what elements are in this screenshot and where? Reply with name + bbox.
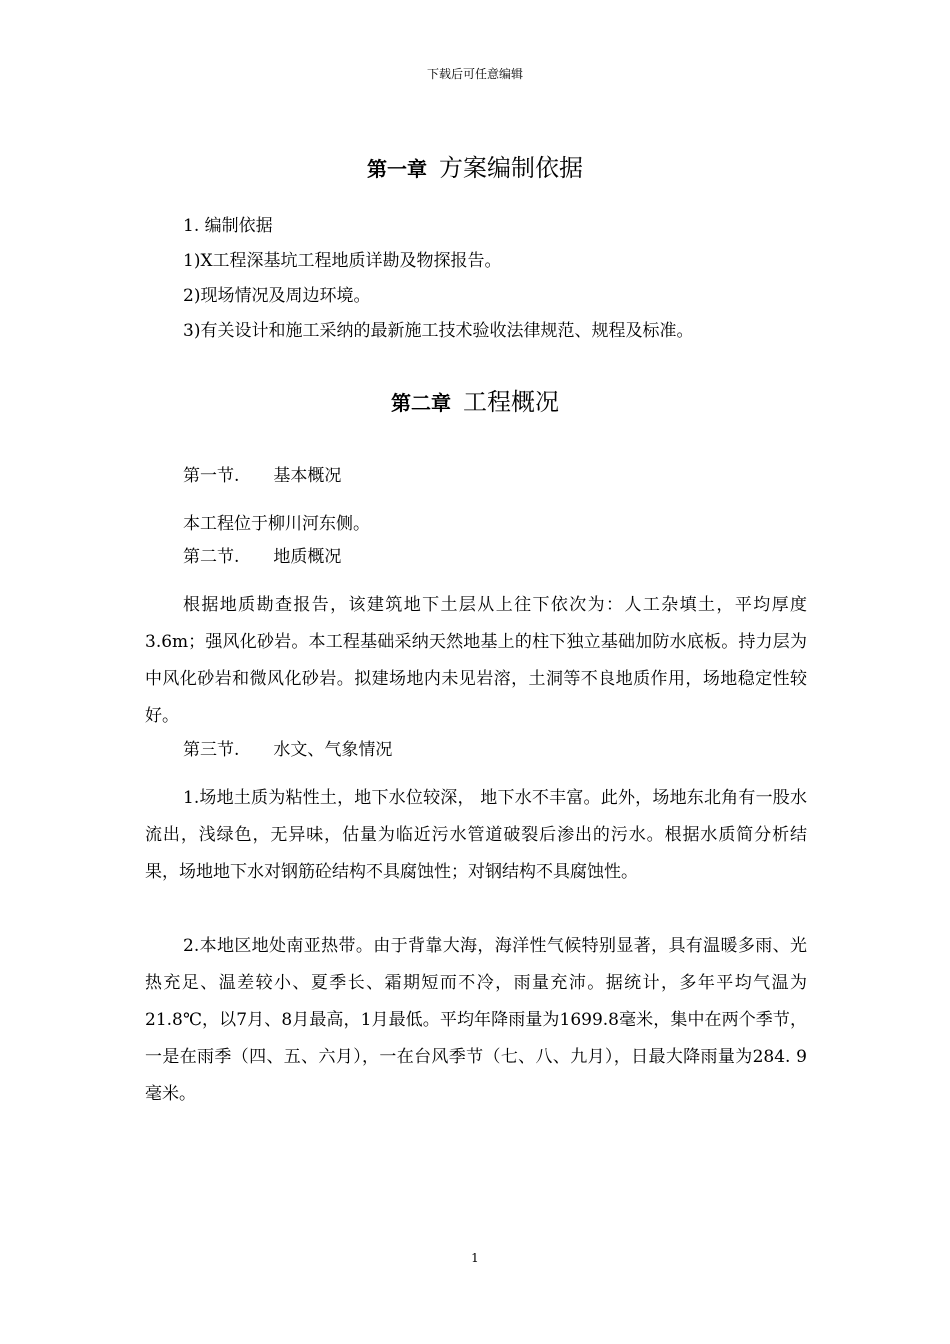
section-3-label: 第三节. [183, 740, 240, 760]
page-number: 1 [471, 1251, 479, 1265]
chapter-2-number: 第二章 [391, 391, 451, 415]
section-2-heading [183, 545, 341, 569]
section-3-title: 水文、气象情况 [273, 740, 393, 760]
page-header: 下载后可任意编辑 [426, 67, 523, 81]
section-1-heading [183, 464, 341, 488]
section-1-text: 本工程位于柳川河东侧。 [183, 514, 370, 534]
chapter-2-heading [0, 386, 950, 419]
basis-item-0: 1. 编制依据 [183, 216, 273, 236]
basis-item-2: 2)现场情况及周边环境。 [183, 286, 371, 306]
hydrology-paragraph: 1.场地土质为粘性土，地下水位较深， 地下水不丰富。此外，场地东北角有一股水流出，浅绿色，无异味，估量为临近污水管道破裂后渗出的污水。根据水质简分析结果，场地地下水对钢筋砼结构不具腐蚀性；对钢结构不具腐蚀性。 [145, 788, 807, 882]
section-2-label: 第二节. [183, 547, 240, 567]
chapter-2-title: 工程概况 [463, 388, 559, 416]
chapter-1-title: 方案编制依据 [439, 154, 583, 182]
geology-paragraph: 根据地质勘查报告，该建筑地下土层从上往下依次为：人工杂填土，平均厚度3.6m；强风化砂岩。本工程基础采纳天然地基上的柱下独立基础加防水底板。持力层为中风化砂岩和微风化砂岩。拟建场地内未见岩溶，土洞等不良地质作用，场地稳定性较好。 [145, 595, 807, 726]
section-3-heading [183, 738, 392, 762]
chapter-1-heading [0, 152, 950, 185]
basis-item-1: 1)X工程深基坑工程地质详勘及物探报告。 [183, 251, 502, 271]
section-1-label: 第一节. [183, 466, 240, 486]
section-1-title: 基本概况 [273, 466, 342, 486]
basis-item-3: 3)有关设计和施工采纳的最新施工技术验收法律规范、规程及标准。 [183, 321, 694, 341]
chapter-1-number: 第一章 [367, 157, 427, 181]
section-2-title: 地质概况 [273, 547, 342, 567]
climate-paragraph: 2.本地区地处南亚热带。由于背靠大海，海洋性气候特别显著，具有温暖多雨、光热充足、温差较小、夏季长、霜期短而不冷，雨量充沛。据统计，多年平均气温为21.8℃，以7月、8月最高，1月最低。平均年降雨量为1699.8毫米，集中在两个季节，一是在雨季（四、五、六月），一在台风季节（七、八、九月），日最大降雨量为284. 9毫米。 [145, 936, 807, 1104]
